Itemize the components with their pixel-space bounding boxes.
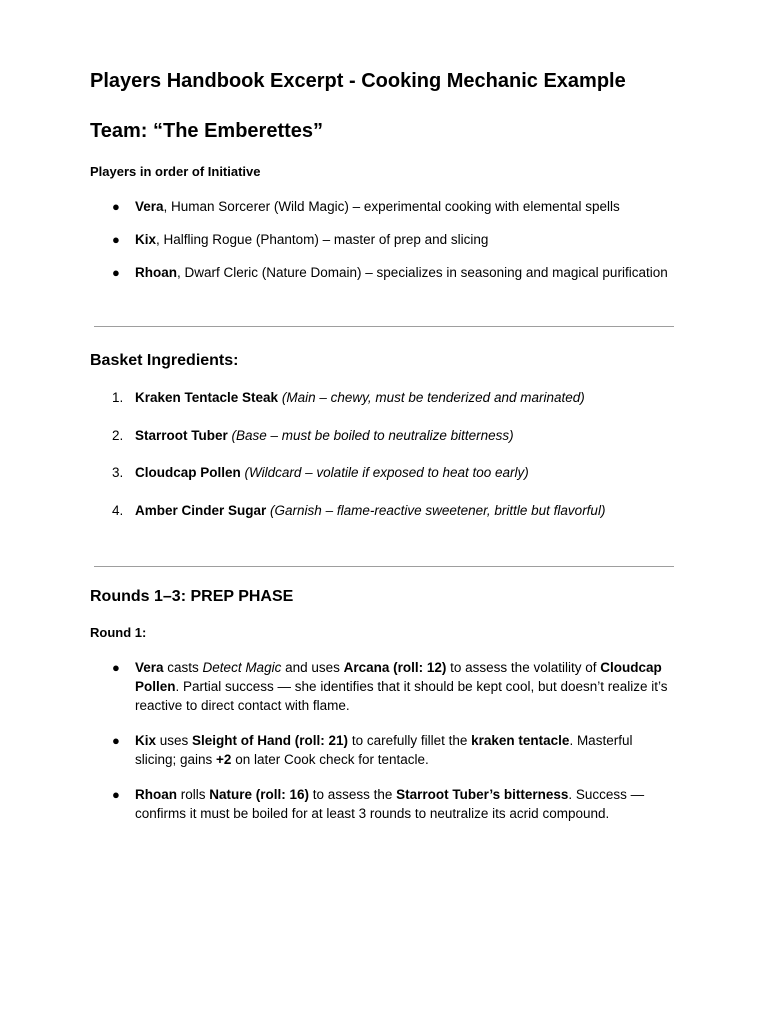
target-ingredient: kraken tentacle xyxy=(471,733,570,748)
list-number: 4. xyxy=(112,502,124,518)
ingredient-name: Amber Cinder Sugar xyxy=(135,502,267,518)
list-number: 2. xyxy=(112,427,124,443)
bullet-icon: ● xyxy=(112,265,120,280)
skill-check: Sleight of Hand (roll: 21) xyxy=(192,733,349,748)
ingredients-list xyxy=(90,388,675,520)
action-text: and uses xyxy=(281,660,344,675)
ingredient-name: Kraken Tentacle Steak xyxy=(135,390,279,405)
list-item xyxy=(90,463,675,482)
list-item xyxy=(90,263,675,282)
spell-name: Detect Magic xyxy=(202,660,282,675)
list-item xyxy=(90,731,675,769)
basket-heading: Basket Ingredients: xyxy=(90,352,239,369)
target-ingredient: Starroot Tuber’s bitterness xyxy=(396,787,569,802)
action-text: on later Cook check for tentacle. xyxy=(231,752,429,767)
horizontal-divider xyxy=(94,326,674,327)
list-item xyxy=(90,658,675,715)
rounds-heading: Rounds 1–3: PREP PHASE xyxy=(90,588,294,605)
bullet-icon: ● xyxy=(112,733,120,748)
list-item xyxy=(90,197,675,216)
player-name: Rhoan xyxy=(135,787,177,802)
bullet-icon: ● xyxy=(112,787,120,802)
list-number: 3. xyxy=(112,465,124,480)
list-item xyxy=(90,785,675,823)
ingredient-name: Starroot Tuber xyxy=(135,427,228,443)
list-item xyxy=(90,388,675,407)
action-text: uses xyxy=(156,733,193,748)
action-text: to assess the xyxy=(309,787,397,802)
list-item xyxy=(90,230,675,249)
player-name: Kix xyxy=(135,733,157,748)
ingredient-note: (Base – must be boiled to neutralize bitterness) xyxy=(231,427,514,443)
player-description: , Human Sorcerer (Wild Magic) – experimental cooking with elemental spells xyxy=(163,199,620,214)
player-name: Vera xyxy=(135,660,164,675)
team-title: Team: “The Emberettes” xyxy=(90,120,324,142)
players-heading: Players in order of Initiative xyxy=(90,164,261,179)
player-name: Kix xyxy=(135,232,157,247)
ingredient-note: (Garnish – flame-reactive sweetener, brittle but flavorful) xyxy=(270,502,606,518)
action-text: . Masterful slicing; gains xyxy=(135,733,633,767)
action-text: . Partial success — she identifies that it should be kept cool, but doesn’t realize it’s reactive to direct contact with flame. xyxy=(135,679,668,713)
action-text: . Success — confirms it must be boiled for at least 3 rounds to neutralize its acrid compound. xyxy=(135,787,645,821)
round-1-actions-list xyxy=(90,658,675,823)
player-name: Rhoan xyxy=(135,265,177,280)
action-text: casts xyxy=(163,660,203,675)
action-text: to carefully fillet the xyxy=(348,733,472,748)
bullet-icon: ● xyxy=(112,199,120,214)
players-list xyxy=(90,197,675,282)
bonus-value: +2 xyxy=(216,752,232,767)
ingredient-name: Cloudcap Pollen xyxy=(135,465,241,480)
ingredient-note: (Main – chewy, must be tenderized and marinated) xyxy=(281,390,585,405)
bullet-icon: ● xyxy=(112,232,120,247)
horizontal-divider xyxy=(94,566,674,567)
list-number: 1. xyxy=(112,390,124,405)
skill-check: Nature (roll: 16) xyxy=(209,787,310,802)
action-text: to assess the volatility of xyxy=(446,660,601,675)
ingredient-note: (Wildcard – volatile if exposed to heat too early) xyxy=(244,465,529,480)
skill-check: Arcana (roll: 12) xyxy=(343,660,447,675)
document-title: Players Handbook Excerpt - Cooking Mechanic Example xyxy=(90,70,626,92)
player-description: , Dwarf Cleric (Nature Domain) – specializes in seasoning and magical purification xyxy=(177,265,668,280)
list-item xyxy=(90,426,675,445)
player-name: Vera xyxy=(135,199,164,214)
target-ingredient: Cloudcap Pollen xyxy=(135,660,662,694)
bullet-icon: ● xyxy=(112,660,120,675)
player-description: , Halfling Rogue (Phantom) – master of prep and slicing xyxy=(156,232,489,247)
action-text: rolls xyxy=(177,787,210,802)
round-1-heading: Round 1: xyxy=(90,625,147,640)
list-item xyxy=(90,501,675,520)
